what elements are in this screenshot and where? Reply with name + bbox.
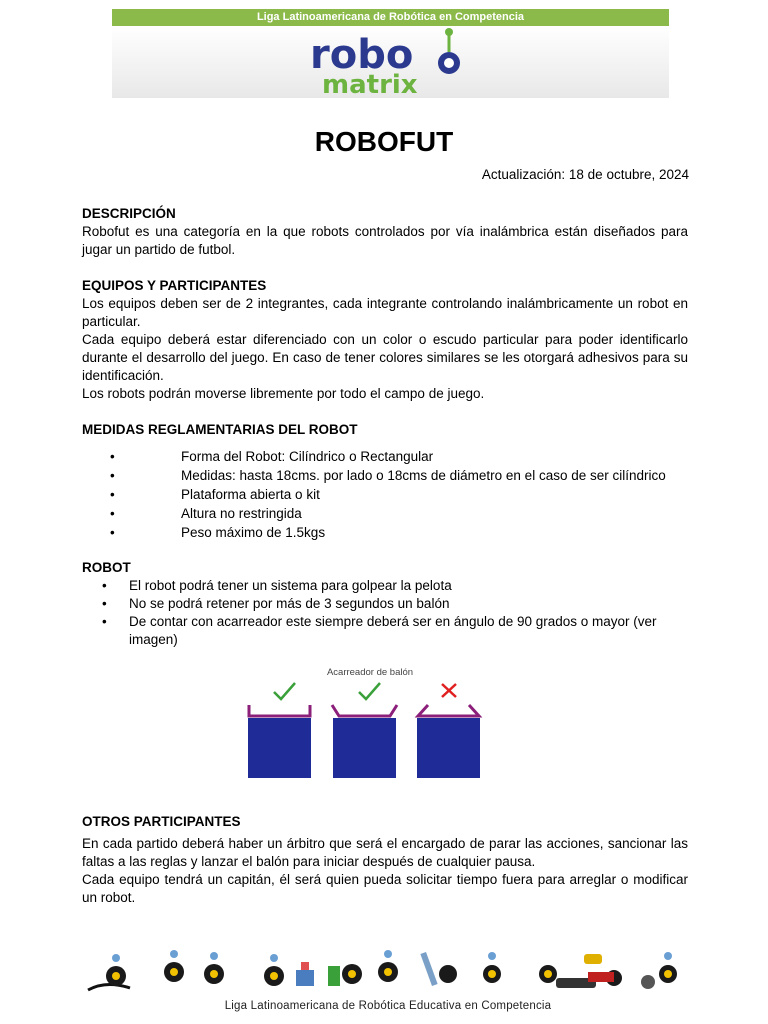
check-icon bbox=[274, 683, 295, 699]
paragraph-equipos-3: Los robots podrán moverse libremente por todo el campo de juego. bbox=[82, 386, 485, 401]
header bbox=[112, 9, 669, 98]
section-heading-descripcion: DESCRIPCIÓN bbox=[82, 206, 176, 221]
paragraph-otros-2: Cada equipo tendrá un capitán, él será quien pueda solicitar tiempo fuera para arreglar o modificar un robot. bbox=[82, 872, 688, 905]
section-heading-otros: OTROS PARTICIPANTES bbox=[82, 814, 241, 829]
otros-section bbox=[82, 813, 688, 907]
check-icon bbox=[359, 683, 380, 699]
gear-icon bbox=[438, 28, 460, 74]
list-item: • El robot podrá tener un sistema para golpear la pelota bbox=[102, 578, 452, 593]
paragraph-descripcion: Robofut es una categoría en la que robots controlados por vía inalámbrica están diseñados para jugar un partido de futbol. bbox=[82, 224, 688, 257]
section-heading-robot: ROBOT bbox=[82, 560, 131, 575]
logo-top-text: robo bbox=[310, 32, 414, 78]
list-item: • Altura no restringida bbox=[110, 506, 302, 521]
header-banner-text: Liga Latinoamericana de Robótica en Competencia bbox=[256, 11, 525, 23]
logo-bottom-text: matrix bbox=[322, 70, 418, 98]
robot-box-closed-angle bbox=[417, 705, 480, 778]
paragraph-otros-1: En cada partido deberá haber un árbitro que será el encargado de parar las acciones, sancionar las faltas a las reglas y lanzar el balón para iniciar después de cualquier pausa. bbox=[82, 836, 688, 869]
list-item: • Medidas: hasta 18cms. por lado o 18cms de diámetro en el caso de ser cilíndrico bbox=[110, 468, 666, 483]
figure-title: Acarreador de balón bbox=[326, 667, 414, 678]
update-date: Actualización: 18 de octubre, 2024 bbox=[481, 167, 689, 182]
section-heading-medidas: MEDIDAS REGLAMENTARIAS DEL ROBOT bbox=[82, 422, 358, 437]
medidas-list bbox=[82, 447, 688, 542]
list-item: • Plataforma abierta o kit bbox=[110, 487, 320, 502]
cross-icon bbox=[442, 684, 456, 697]
footer-robots-illustration bbox=[86, 944, 690, 1000]
list-item: • Peso máximo de 1.5kgs bbox=[110, 525, 326, 540]
list-item: • De contar con acarreador este siempre deberá ser en ángulo de 90 grados o mayor (ver imagen) bbox=[102, 614, 657, 647]
section-heading-equipos: EQUIPOS Y PARTICIPANTES bbox=[82, 278, 267, 293]
paragraph-equipos-1: Los equipos deben ser de 2 integrantes, cada integrante controlando inalámbricamente un robot en particular. bbox=[82, 296, 688, 329]
footer bbox=[86, 944, 690, 1020]
document-body bbox=[82, 205, 688, 649]
robot-box-open-angle bbox=[332, 705, 397, 778]
paragraph-equipos-2: Cada equipo deberá estar diferenciado con un color o escudo particular para poder identificarlo durante el desarrollo del juego. En caso de tener colores similares se les otorgará adhesivos para su identificación. bbox=[82, 332, 688, 383]
list-item: • Forma del Robot: Cilíndrico o Rectangular bbox=[110, 449, 434, 464]
footer-text: Liga Latinoamericana de Robótica Educativa en Competencia bbox=[224, 1000, 552, 1012]
robot-box-90-degrees bbox=[248, 705, 311, 778]
robot-list bbox=[82, 577, 688, 649]
carrier-angle-figure bbox=[246, 663, 498, 781]
header-band bbox=[112, 9, 669, 26]
robomatrix-logo bbox=[308, 28, 470, 98]
list-item: • No se podrá retener por más de 3 segundos un balón bbox=[102, 596, 450, 611]
page-title: ROBOFUT bbox=[314, 126, 454, 157]
